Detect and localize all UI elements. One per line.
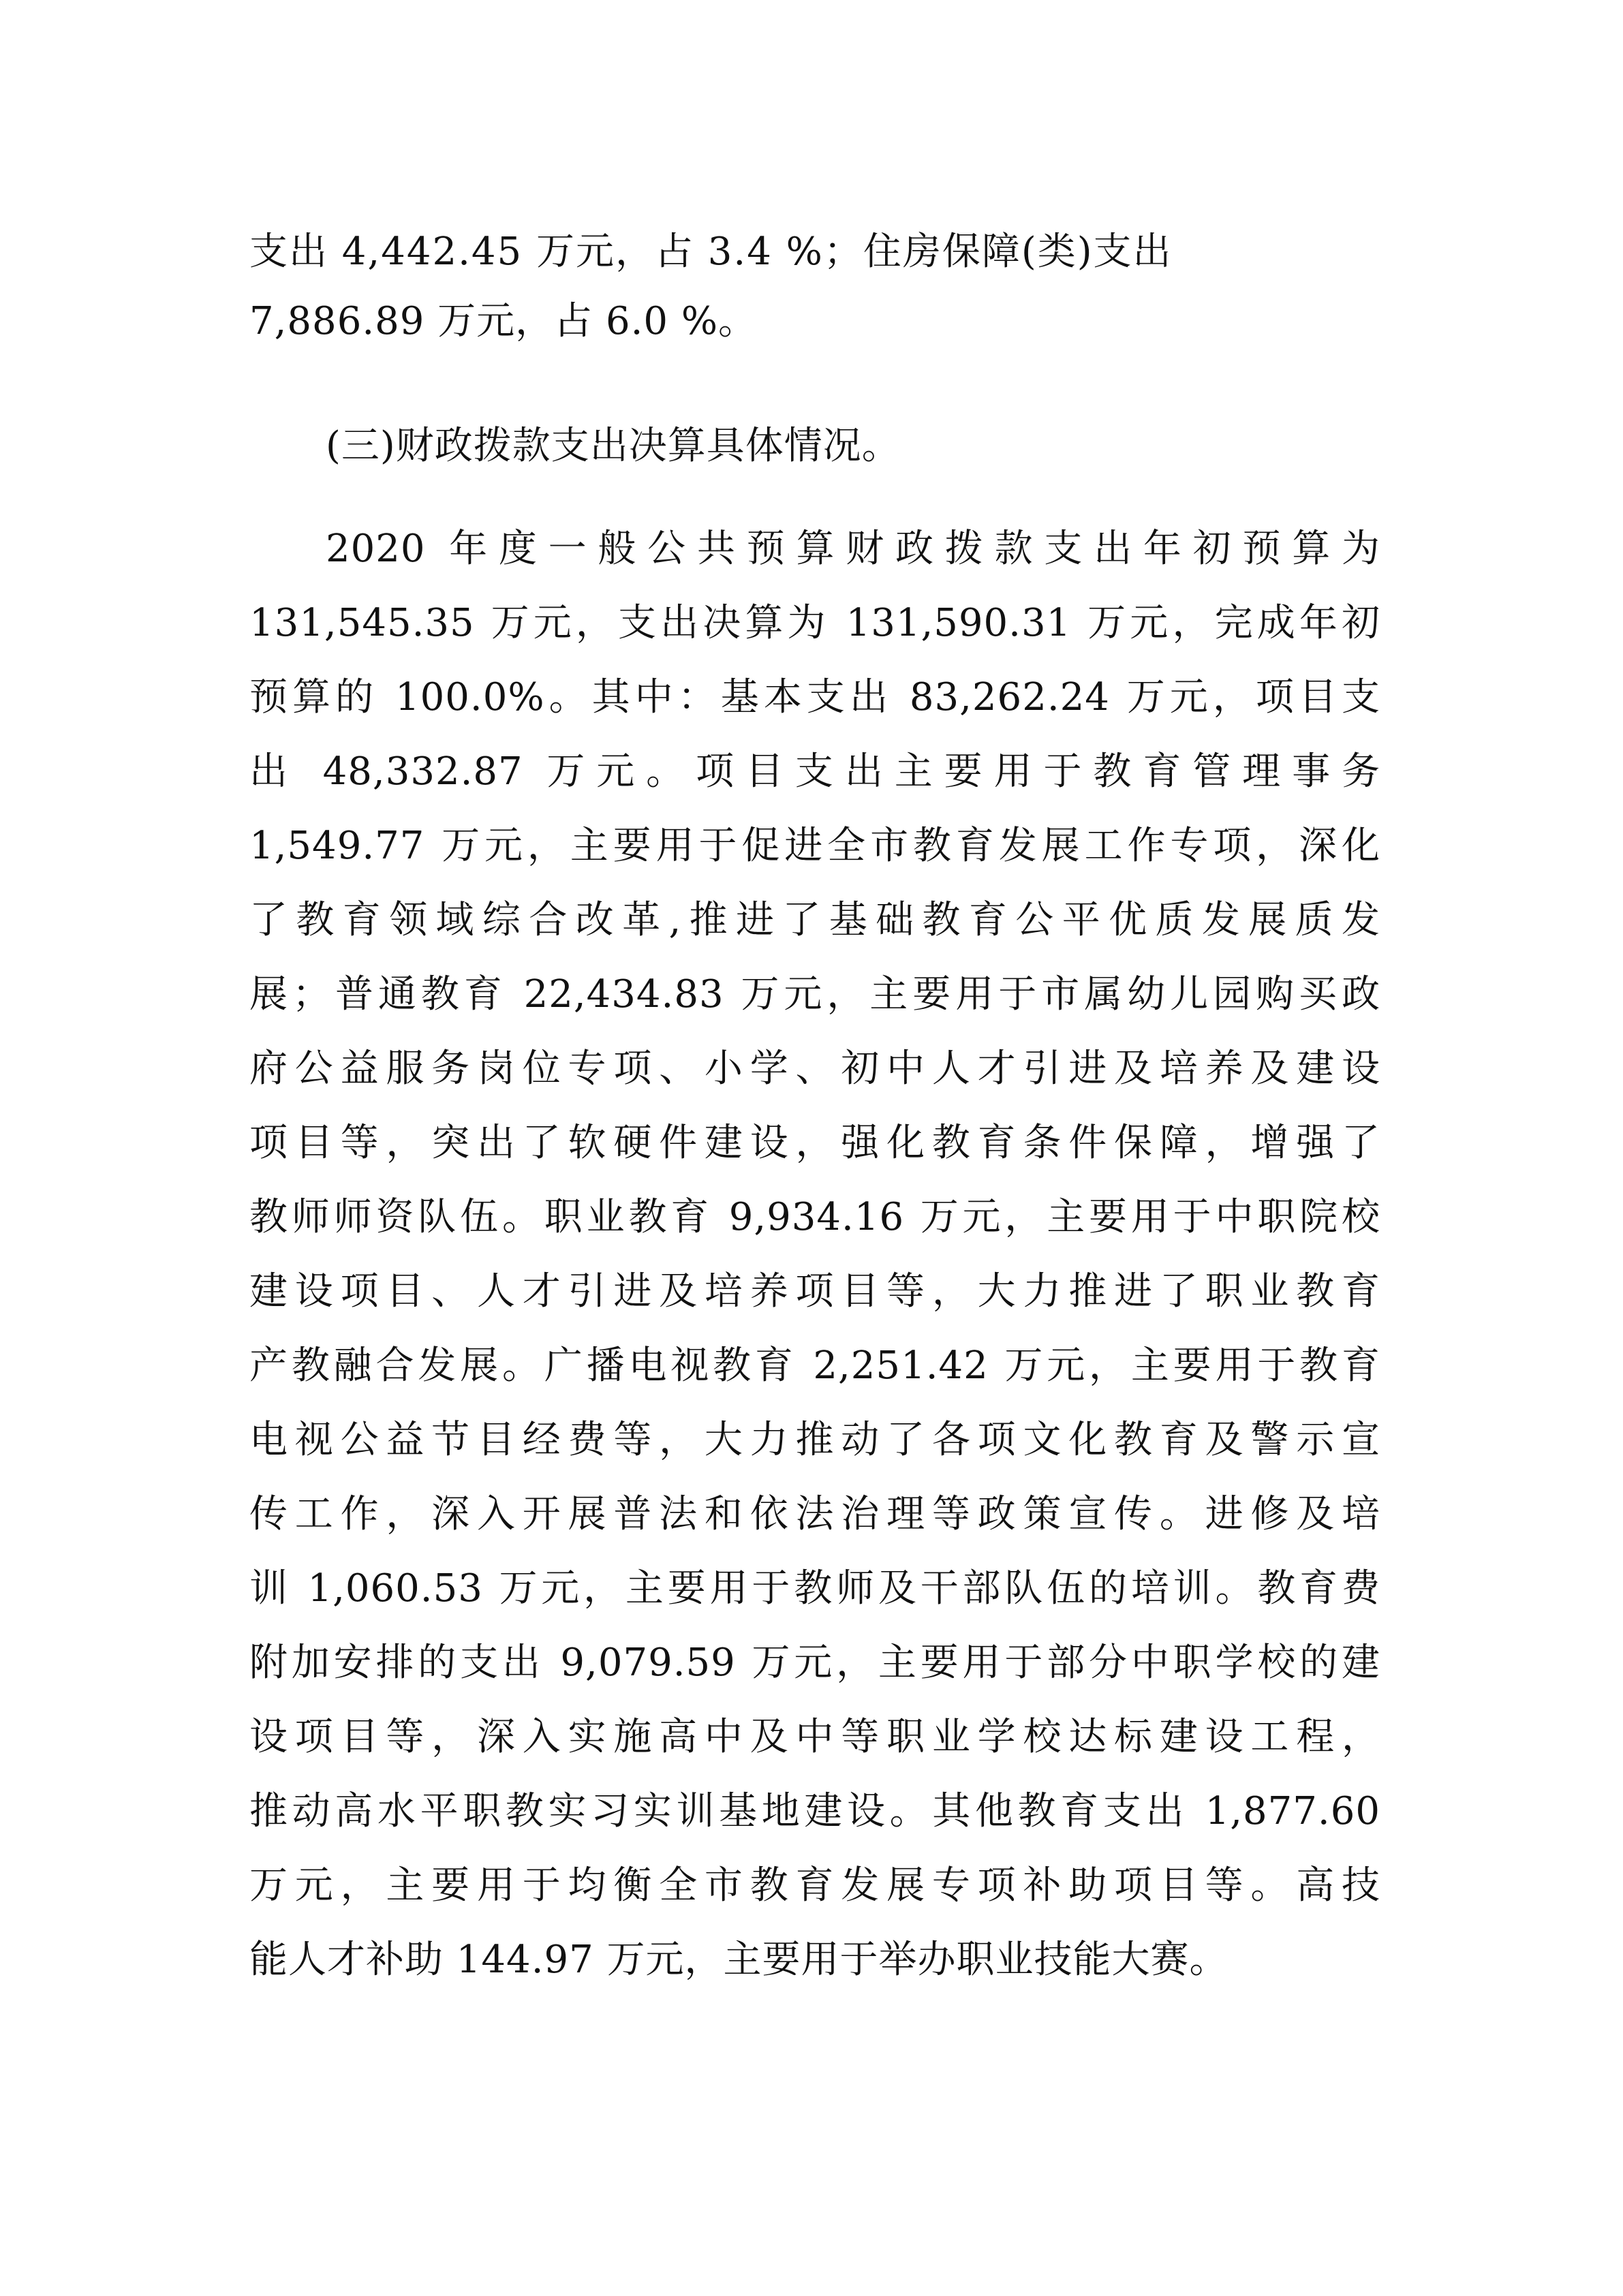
- text-line: 训 1,060.53 万元，主要用于教师及干部队伍的培训。教育费: [249, 1566, 1380, 1611]
- text-line: 2020 年度一般公共预算财政拨款支出年初预算为: [326, 527, 1380, 571]
- text-line: 教师师资队伍。职业教育 9,934.16 万元，主要用于中职院校: [249, 1195, 1380, 1239]
- text-line: 府公益服务岗位专项、小学、初中人才引进及培养及建设: [249, 1046, 1380, 1091]
- text-line: 支出 4,442.45 万元，占 3.4 %；住房保障(类)支出: [249, 230, 1173, 274]
- text-line: 预算的 100.0%。其中：基本支出 83,262.24 万元，项目支: [249, 675, 1380, 719]
- text-line: 产教融合发展。广播电视教育 2,251.42 万元，主要用于教育: [249, 1344, 1380, 1388]
- text-line: 能人才补助 144.97 万元，主要用于举办职业技能大赛。: [249, 1938, 1228, 1982]
- text-line: 推动高水平职教实习实训基地建设。其他教育支出 1,877.60: [249, 1789, 1380, 1833]
- text-line: 电视公益节目经费等，大力推动了各项文化教育及警示宣: [249, 1418, 1380, 1462]
- text-line: 131,545.35 万元，支出决算为 131,590.31 万元，完成年初: [249, 601, 1380, 645]
- text-line: 万元，主要用于均衡全市教育发展专项补助项目等。高技: [249, 1863, 1380, 1908]
- text-line: 1,549.77 万元，主要用于促进全市教育发展工作专项，深化: [249, 824, 1380, 868]
- text-line: 项目等，突出了软硬件建设，强化教育条件保障，增强了: [249, 1121, 1380, 1165]
- text-line: 出 48,332.87 万元。项目支出主要用于教育管理事务: [249, 749, 1380, 794]
- text-line: 设项目等，深入实施高中及中等职业学校达标建设工程，: [249, 1715, 1380, 1759]
- text-line: 建设项目、人才引进及培养项目等，大力推进了职业教育: [249, 1269, 1380, 1314]
- text-line: 了教育领域综合改革,推进了基础教育公平优质发展质发: [249, 898, 1380, 942]
- section-heading: (三)财政拨款支出决算具体情况。: [326, 424, 901, 468]
- text-line: 附加安排的支出 9,079.59 万元，主要用于部分中职学校的建: [249, 1641, 1380, 1685]
- text-line: 7,886.89 万元，占 6.0 %。: [249, 299, 758, 343]
- text-line: 传工作，深入开展普法和依法治理等政策宣传。进修及培: [249, 1492, 1380, 1536]
- text-line: 展；普通教育 22,434.83 万元，主要用于市属幼儿园购买政: [249, 972, 1380, 1017]
